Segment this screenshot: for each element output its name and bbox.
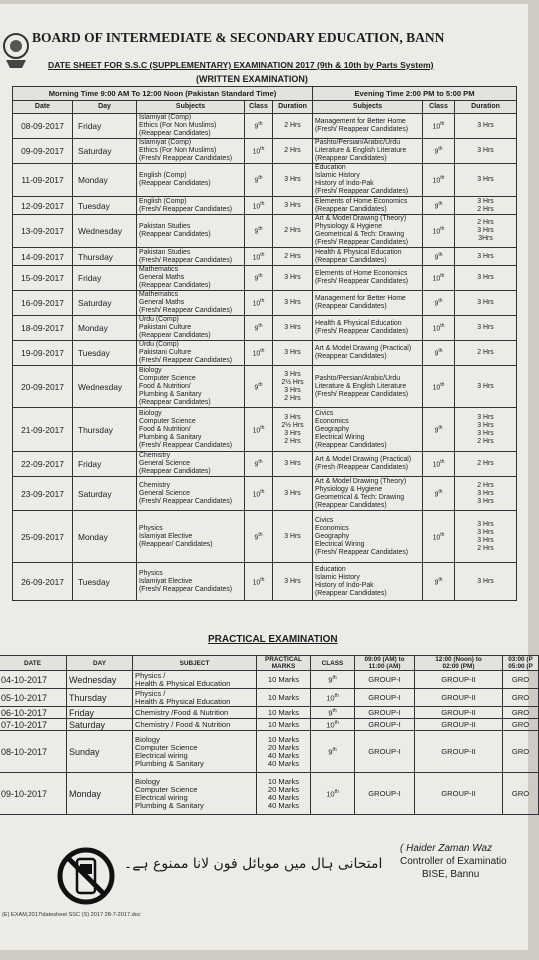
practical-class: 10th (311, 689, 355, 707)
exam-day: Wednesday (73, 215, 137, 248)
practical-exam-heading: PRACTICAL EXAMINATION (208, 634, 338, 645)
morning-subjects: Pakistan Studies (Fresh/ Reappear Candidates) (137, 248, 245, 266)
evening-subjects: Art & Model Drawing (Practical) (Reappear Candidates) (313, 341, 423, 366)
table-row (13, 563, 517, 601)
morning-duration: 2 Hrs (273, 114, 313, 139)
exam-date: 15-09-2017 (13, 266, 73, 291)
evening-subjects: Health & Physical Education (Fresh/ Reappear Candidates) (313, 316, 423, 341)
morning-class: 9th (245, 511, 273, 563)
noon-group: GROUP-II (415, 719, 503, 731)
exam-date: 16-09-2017 (13, 291, 73, 316)
practical-subject: Chemistry / Food & Nutrition (133, 719, 257, 731)
column-header: Day (73, 101, 137, 114)
practical-day: Sunday (67, 731, 133, 773)
written-column-headers (13, 101, 517, 114)
morning-subjects: Mathematics General Maths (Fresh/ Reappear Candidates) (137, 291, 245, 316)
column-header: CLASS (311, 656, 355, 671)
exam-day: Monday (73, 164, 137, 197)
morning-subjects: Islamiyat (Comp) Ethics (For Non Muslims) (Reappear Candidates) (137, 114, 245, 139)
column-header: DATE (0, 656, 67, 671)
table-row (13, 139, 517, 164)
exam-date: 25-09-2017 (13, 511, 73, 563)
column-header: 12:00 (Noon) to 02:00 (PM) (415, 656, 503, 671)
exam-day: Friday (73, 114, 137, 139)
exam-date: 22-09-2017 (13, 452, 73, 477)
exam-day: Thursday (73, 248, 137, 266)
noon-group: GROUP-II (415, 731, 503, 773)
noon-group: GROUP-II (415, 689, 503, 707)
morning-class: 10th (245, 477, 273, 511)
afternoon-group: GRO (503, 731, 539, 773)
exam-day: Saturday (73, 139, 137, 164)
practical-table-body (0, 671, 539, 815)
morning-duration: 3 Hrs (273, 266, 313, 291)
table-row (13, 408, 517, 452)
evening-subjects: Education Islamic History History of Indo-Pak (Reappear Candidates) (313, 563, 423, 601)
evening-duration: 3 Hrs 3 Hrs 3 Hrs 2 Hrs (455, 511, 517, 563)
evening-subjects: Art & Model Drawing (Practical) (Fresh /Reappear Candidates) (313, 452, 423, 477)
morning-group: GROUP-I (355, 671, 415, 689)
morning-subjects: Biology Computer Science Food & Nutrition/ Plumbing & Sanitary (Fresh/ Reappear Candidates) (137, 408, 245, 452)
table-row (13, 316, 517, 341)
morning-group: GROUP-I (355, 731, 415, 773)
practical-day: Wednesday (67, 671, 133, 689)
morning-duration: 3 Hrs (273, 477, 313, 511)
morning-subjects: Urdu (Comp) Pakistani Culture (Fresh/ Reappear Candidates) (137, 341, 245, 366)
evening-session-header: Evening Time 2:00 PM to 5:00 PM (313, 87, 517, 101)
evening-class: 10th (423, 164, 455, 197)
morning-class: 10th (245, 408, 273, 452)
morning-class: 9th (245, 266, 273, 291)
evening-class: 10th (423, 266, 455, 291)
morning-subjects: Chemistry General Science (Reappear Candidates) (137, 452, 245, 477)
noon-group: GROUP-II (415, 671, 503, 689)
morning-group: GROUP-I (355, 773, 415, 815)
exam-day: Saturday (73, 477, 137, 511)
exam-date: 26-09-2017 (13, 563, 73, 601)
evening-duration: 3 Hrs (455, 291, 517, 316)
evening-subjects: Management for Better Home (Fresh/ Reappear Candidates) (313, 114, 423, 139)
practical-marks: 10 Marks 20 Marks 40 Marks 40 Marks (257, 773, 311, 815)
table-row (0, 689, 539, 707)
evening-class: 9th (423, 291, 455, 316)
morning-duration: 3 Hrs (273, 164, 313, 197)
file-path-footer: (E) EXAM,2017\datesheet SSC (S) 2017 28-7-2017.doc (2, 912, 141, 918)
no-mobile-phone-icon (56, 846, 116, 906)
exam-day: Friday (73, 452, 137, 477)
evening-subjects: Art & Model Drawing (Theory) Physiology & Hygiene Geometrical & Tech: Drawing (Reappear Candidates) (313, 477, 423, 511)
morning-duration: 3 Hrs (273, 452, 313, 477)
mobile-phone-ban-notice: امتحانی ہال میں موبائل فون لانا ممنوع ہے۔ (124, 856, 383, 872)
column-header: Subjects (313, 101, 423, 114)
exam-date: 20-09-2017 (13, 366, 73, 408)
evening-class: 9th (423, 408, 455, 452)
practical-day: Friday (67, 707, 133, 719)
morning-class: 9th (245, 164, 273, 197)
evening-subjects: Pashto/Persian/Arabic/Urdu Literature & English Literature (Reappear Candidates) (313, 139, 423, 164)
practical-marks: 10 Marks (257, 671, 311, 689)
column-header: 09:00 (AM) to 11:00 (AM) (355, 656, 415, 671)
date-sheet-subtitle: DATE SHEET FOR S.S.C (SUPPLEMENTARY) EXAMINATION 2017 (9th & 10th by Parts System) (48, 60, 434, 70)
exam-date: 13-09-2017 (13, 215, 73, 248)
evening-duration: 3 Hrs 2 Hrs (455, 197, 517, 215)
evening-duration: 3 Hrs (455, 139, 517, 164)
morning-duration: 2 Hrs (273, 248, 313, 266)
column-header: Date (13, 101, 73, 114)
column-header: Subjects (137, 101, 245, 114)
column-header: 03:00 (P 05:00 (P (503, 656, 539, 671)
morning-duration: 3 Hrs (273, 563, 313, 601)
morning-class: 9th (245, 366, 273, 408)
morning-subjects: Physics Islamiyat Elective (Fresh/ Reappear Candidates) (137, 563, 245, 601)
table-row (13, 266, 517, 291)
morning-subjects: English (Comp) (Reappear Candidates) (137, 164, 245, 197)
morning-class: 10th (245, 291, 273, 316)
table-row (0, 731, 539, 773)
table-row (13, 248, 517, 266)
morning-duration: 3 Hrs (273, 341, 313, 366)
table-row (13, 197, 517, 215)
practical-marks: 10 Marks (257, 707, 311, 719)
morning-duration: 3 Hrs (273, 291, 313, 316)
table-row (13, 164, 517, 197)
morning-class: 10th (245, 139, 273, 164)
morning-class: 9th (245, 215, 273, 248)
morning-subjects: Physics Islamiyat Elective (Reappear/ Candidates) (137, 511, 245, 563)
table-row (13, 114, 517, 139)
practical-column-headers (0, 656, 539, 671)
afternoon-group: GRO (503, 707, 539, 719)
morning-duration: 2 Hrs (273, 215, 313, 248)
exam-date: 08-09-2017 (13, 114, 73, 139)
exam-day: Friday (73, 266, 137, 291)
morning-group: GROUP-I (355, 719, 415, 731)
exam-date: 23-09-2017 (13, 477, 73, 511)
afternoon-group: GRO (503, 719, 539, 731)
practical-day: Saturday (67, 719, 133, 731)
practical-date: 06-10-2017 (0, 707, 67, 719)
evening-class: 9th (423, 341, 455, 366)
table-row (13, 452, 517, 477)
table-row (13, 215, 517, 248)
morning-subjects: Pakistan Studies (Reappear Candidates) (137, 215, 245, 248)
practical-date: 07-10-2017 (0, 719, 67, 731)
table-row (0, 773, 539, 815)
morning-subjects: English (Comp) (Fresh/ Reappear Candidates) (137, 197, 245, 215)
written-table-body (13, 114, 517, 601)
exam-day: Tuesday (73, 197, 137, 215)
evening-class: 10th (423, 215, 455, 248)
evening-class: 9th (423, 563, 455, 601)
afternoon-group: GRO (503, 773, 539, 815)
evening-subjects: Pashto/Persian/Arabic/Urdu Literature & English Literature (Fresh/ Reappear Candidates) (313, 366, 423, 408)
exam-date: 19-09-2017 (13, 341, 73, 366)
evening-subjects: Elements of Home Economics (Reappear Candidates) (313, 197, 423, 215)
table-row (0, 671, 539, 689)
morning-duration: 3 Hrs (273, 511, 313, 563)
practical-exam-table (0, 655, 539, 815)
table-row (0, 719, 539, 731)
morning-subjects: Biology Computer Science Food & Nutrition/ Plumbing & Sanitary (Reappear Candidates) (137, 366, 245, 408)
column-header: DAY (67, 656, 133, 671)
practical-subject: Biology Computer Science Electrical wiring Plumbing & Sanitary (133, 773, 257, 815)
evening-duration: 3 Hrs (455, 366, 517, 408)
column-header: Duration (455, 101, 517, 114)
practical-day: Thursday (67, 689, 133, 707)
exam-day: Monday (73, 316, 137, 341)
evening-class: 9th (423, 477, 455, 511)
practical-date: 04-10-2017 (0, 671, 67, 689)
board-name-heading: BOARD OF INTERMEDIATE & SECONDARY EDUCATION, BANN (32, 30, 445, 45)
exam-day: Monday (73, 511, 137, 563)
evening-class: 10th (423, 114, 455, 139)
evening-duration: 3 Hrs (455, 164, 517, 197)
exam-day: Wednesday (73, 366, 137, 408)
board-logo-icon (2, 30, 30, 70)
table-row (13, 477, 517, 511)
evening-subjects: Management for Better Home (Reappear Candidates) (313, 291, 423, 316)
afternoon-group: GRO (503, 671, 539, 689)
practical-class: 9th (311, 707, 355, 719)
morning-subjects: Chemistry General Science (Fresh/ Reappear Candidates) (137, 477, 245, 511)
morning-duration: 3 Hrs (273, 316, 313, 341)
morning-duration: 3 Hrs 2½ Hrs 3 Hrs 2 Hrs (273, 408, 313, 452)
exam-date: 18-09-2017 (13, 316, 73, 341)
evening-subjects: Civics Economics Geography Electrical Wiring (Reappear Candidates) (313, 408, 423, 452)
evening-duration: 2 Hrs 3 Hrs 3Hrs (455, 215, 517, 248)
evening-duration: 3 Hrs 3 Hrs 3 Hrs 2 Hrs (455, 408, 517, 452)
morning-class: 10th (245, 248, 273, 266)
evening-class: 10th (423, 511, 455, 563)
date-sheet-document (0, 4, 533, 950)
column-header: Class (423, 101, 455, 114)
morning-duration: 2 Hrs (273, 139, 313, 164)
evening-subjects: Health & Physical Education (Reappear Candidates) (313, 248, 423, 266)
table-row (13, 366, 517, 408)
evening-class: 9th (423, 139, 455, 164)
written-exam-table (12, 86, 517, 601)
signatory-name: ( Haider Zaman Waz (400, 843, 493, 854)
evening-duration: 3 Hrs (455, 114, 517, 139)
morning-class: 10th (245, 197, 273, 215)
practical-subject: Physics / Health & Physical Education (133, 689, 257, 707)
practical-class: 10th (311, 773, 355, 815)
exam-date: 11-09-2017 (13, 164, 73, 197)
signatory-office: BISE, Bannu (422, 869, 480, 880)
morning-duration: 3 Hrs 2½ Hrs 3 Hrs 2 Hrs (273, 366, 313, 408)
morning-class: 10th (245, 563, 273, 601)
evening-subjects: Civics Economics Geography Electrical Wiring (Fresh/ Reappear Candidates) (313, 511, 423, 563)
evening-class: 10th (423, 452, 455, 477)
practical-marks: 10 Marks (257, 689, 311, 707)
evening-class: 10th (423, 366, 455, 408)
practical-day: Monday (67, 773, 133, 815)
column-header: Class (245, 101, 273, 114)
written-exam-heading: (WRITTEN EXAMINATION) (196, 74, 308, 84)
morning-subjects: Mathematics General Maths (Reappear Candidates) (137, 266, 245, 291)
table-row (0, 707, 539, 719)
evening-subjects: Elements of Home Economics (Fresh/ Reappear Candidates) (313, 266, 423, 291)
morning-duration: 3 Hrs (273, 197, 313, 215)
evening-duration: 2 Hrs (455, 452, 517, 477)
table-row (13, 291, 517, 316)
table-row (13, 511, 517, 563)
practical-subject: Biology Computer Science Electrical wiring Plumbing & Sanitary (133, 731, 257, 773)
column-header: SUBJECT (133, 656, 257, 671)
practical-date: 08-10-2017 (0, 731, 67, 773)
exam-day: Saturday (73, 291, 137, 316)
practical-date: 05-10-2017 (0, 689, 67, 707)
evening-subjects: Education Islamic History History of Indo-Pak (Fresh/ Reappear Candidates) (313, 164, 423, 197)
evening-duration: 2 Hrs (455, 341, 517, 366)
afternoon-group: GRO (503, 689, 539, 707)
practical-class: 10th (311, 719, 355, 731)
exam-date: 09-09-2017 (13, 139, 73, 164)
noon-group: GROUP-II (415, 707, 503, 719)
practical-subject: Physics / Health & Physical Education (133, 671, 257, 689)
practical-subject: Chemistry /Food & Nutrition (133, 707, 257, 719)
exam-day: Tuesday (73, 563, 137, 601)
morning-class: 10th (245, 341, 273, 366)
exam-date: 21-09-2017 (13, 408, 73, 452)
morning-class: 9th (245, 114, 273, 139)
morning-subjects: Urdu (Comp) Pakistani Culture (Reappear Candidates) (137, 316, 245, 341)
signatory-designation: Controller of Examinatio (400, 856, 507, 867)
evening-class: 10th (423, 316, 455, 341)
morning-group: GROUP-I (355, 689, 415, 707)
morning-class: 9th (245, 452, 273, 477)
morning-subjects: Islamiyat (Comp) Ethics (For Non Muslims) (Fresh/ Reappear Candidates) (137, 139, 245, 164)
table-row (13, 341, 517, 366)
column-header: PRACTICAL MARKS (257, 656, 311, 671)
exam-date: 14-09-2017 (13, 248, 73, 266)
practical-class: 9th (311, 671, 355, 689)
morning-group: GROUP-I (355, 707, 415, 719)
column-header: Duration (273, 101, 313, 114)
evening-duration: 2 Hrs 3 Hrs 3 Hrs (455, 477, 517, 511)
morning-session-header: Morning Time 9:00 AM To 12:00 Noon (Pakistan Standard Time) (13, 87, 313, 101)
evening-class: 9th (423, 248, 455, 266)
morning-class: 9th (245, 316, 273, 341)
evening-duration: 3 Hrs (455, 266, 517, 291)
evening-class: 9th (423, 197, 455, 215)
noon-group: GROUP-II (415, 773, 503, 815)
exam-day: Tuesday (73, 341, 137, 366)
controller-signature-block (400, 842, 507, 881)
practical-date: 09-10-2017 (0, 773, 67, 815)
evening-subjects: Art & Model Drawing (Theory) Physiology & Hygiene Geometrical & Tech: Drawing (Fresh/ Reappear Candidates) (313, 215, 423, 248)
evening-duration: 3 Hrs (455, 316, 517, 341)
evening-duration: 3 Hrs (455, 248, 517, 266)
practical-class: 9th (311, 731, 355, 773)
evening-duration: 3 Hrs (455, 563, 517, 601)
practical-marks: 10 Marks (257, 719, 311, 731)
exam-day: Thursday (73, 408, 137, 452)
exam-date: 12-09-2017 (13, 197, 73, 215)
practical-marks: 10 Marks 20 Marks 40 Marks 40 Marks (257, 731, 311, 773)
